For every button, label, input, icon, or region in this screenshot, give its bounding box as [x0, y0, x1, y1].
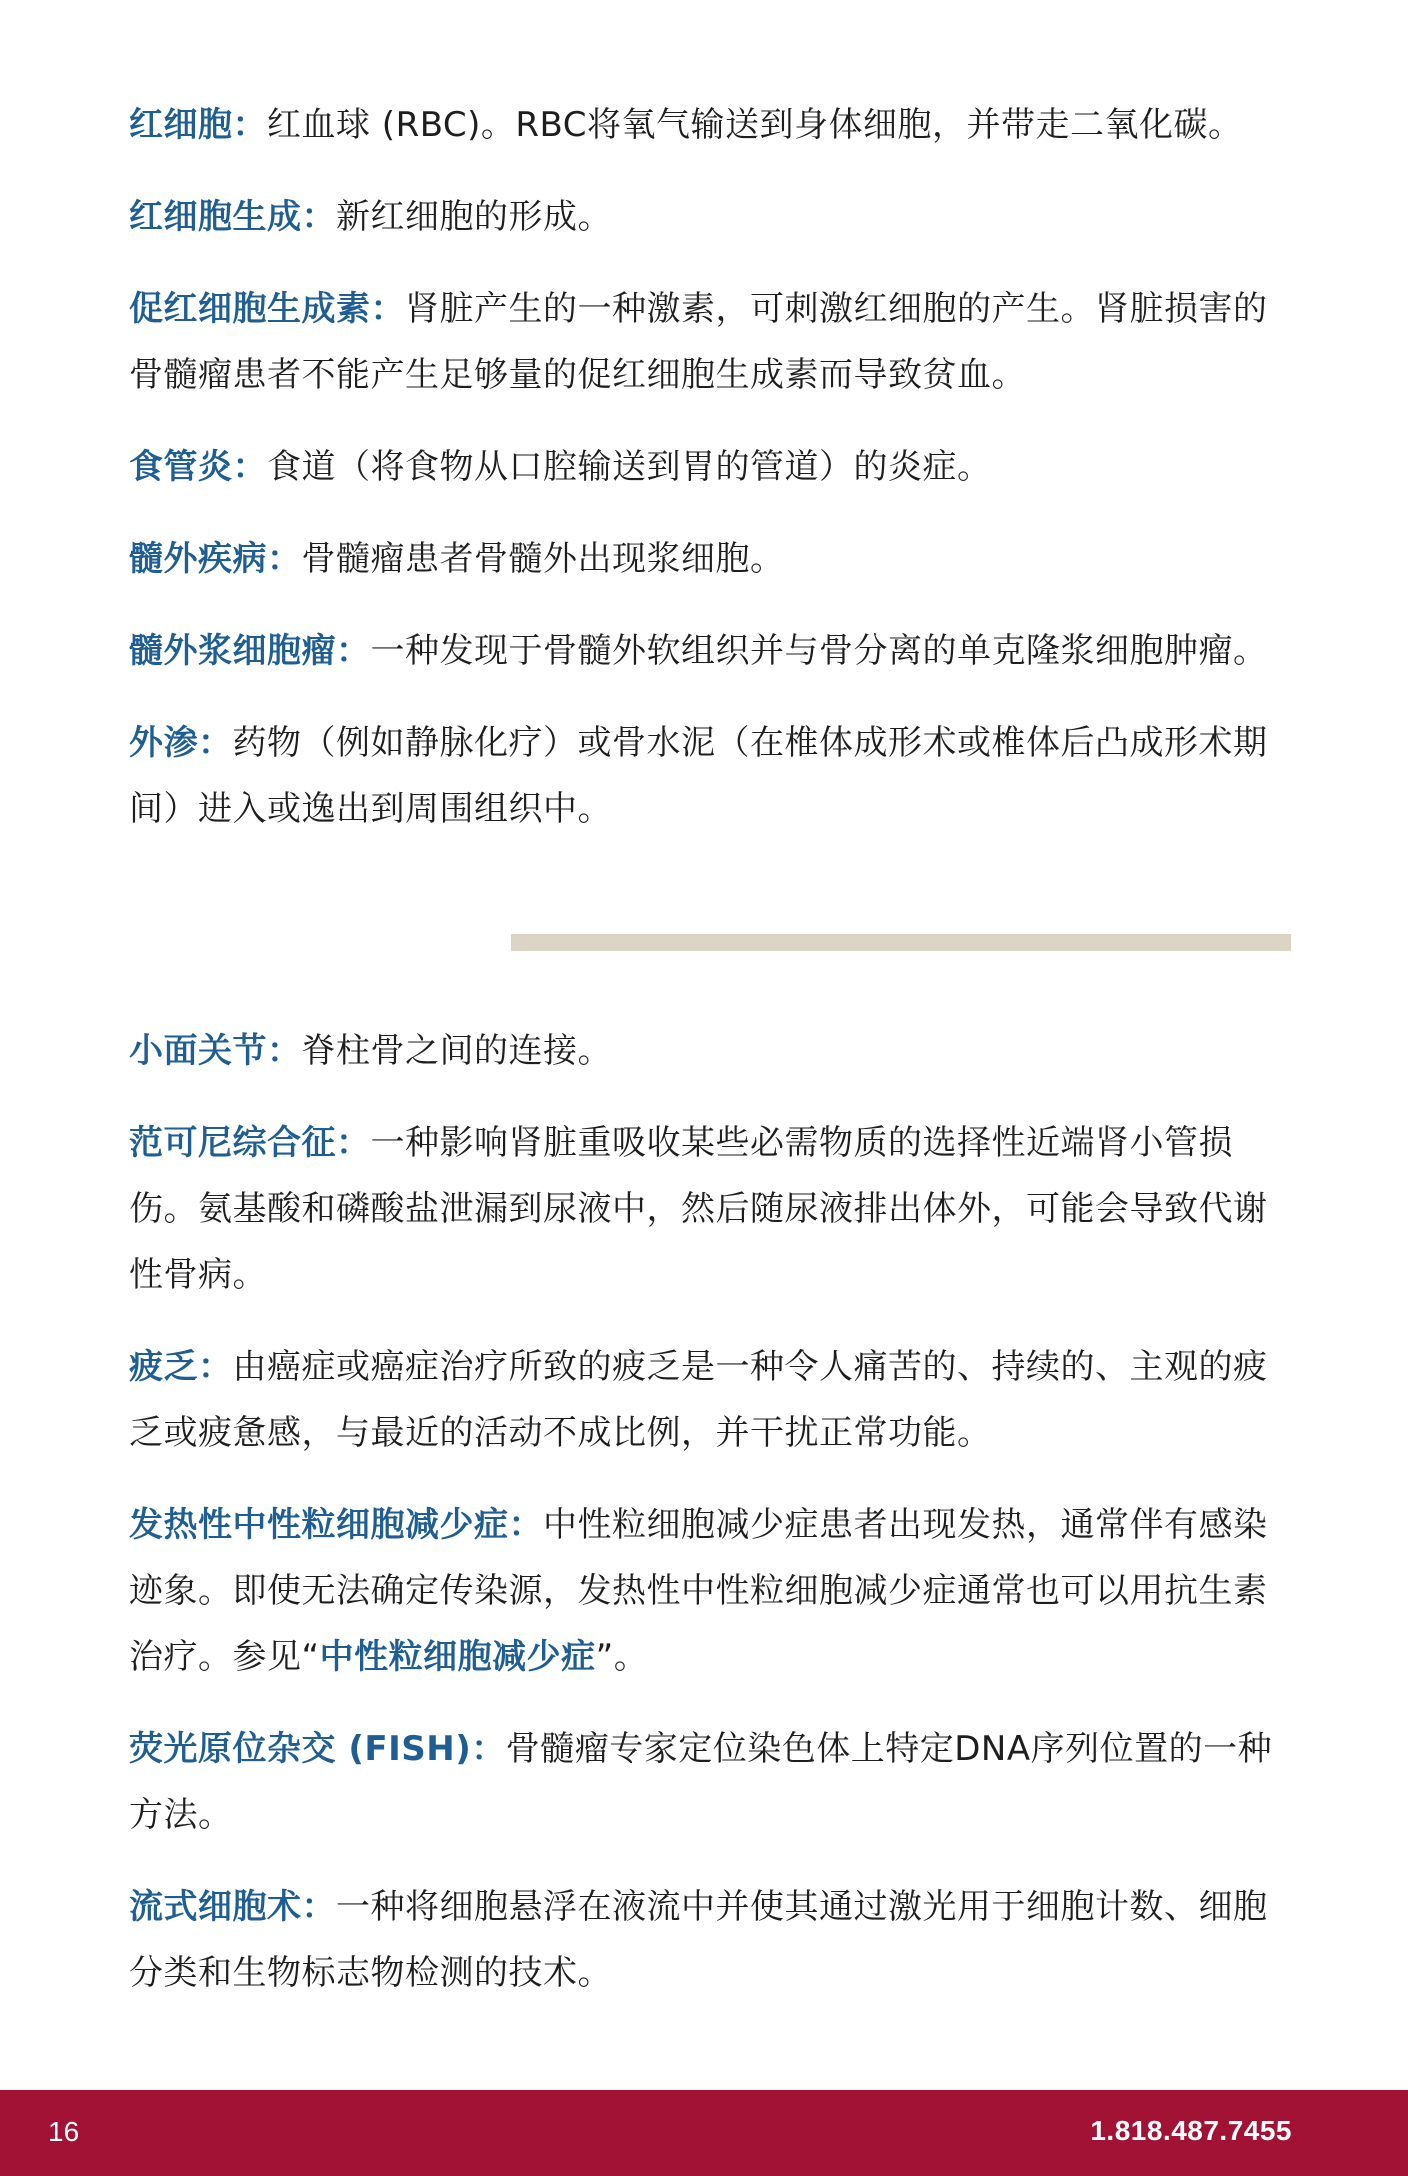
glossary-section-f — [129, 1018, 1291, 2006]
glossary-content — [129, 92, 1291, 2032]
glossary-term: 荧光原位杂交 (FISH)： — [129, 1729, 506, 1769]
glossary-entry — [129, 1874, 1291, 2006]
glossary-term: 疲乏： — [129, 1347, 233, 1387]
glossary-entry — [129, 526, 1291, 592]
glossary-entry — [129, 618, 1291, 684]
glossary-entry — [129, 92, 1291, 158]
glossary-definition: 由癌症或癌症治疗所致的疲乏是一种令人痛苦的、持续的、主观的疲乏或疲惫感，与最近的活动不成比例，并干扰正常功能。 — [129, 1347, 1268, 1453]
glossary-entry — [129, 1492, 1291, 1690]
glossary-definition: 一种影响肾脏重吸收某些必需物质的选择性近端肾小管损伤。氨基酸和磷酸盐泄漏到尿液中，然后随尿液排出体外，可能会导致代谢性骨病。 — [129, 1123, 1268, 1295]
page-number: 16 — [48, 2116, 80, 2147]
glossary-entry — [129, 1716, 1291, 1848]
glossary-definition-end: ”。 — [595, 1637, 649, 1677]
glossary-section-e — [129, 92, 1291, 842]
glossary-definition: 肾脏产生的一种激素，可刺激红细胞的产生。肾脏损害的骨髓瘤患者不能产生足够量的促红细胞生成素而导致贫血。 — [129, 289, 1268, 395]
page-footer — [0, 2090, 1408, 2176]
glossary-definition: 一种将细胞悬浮在液流中并使其通过激光用于细胞计数、细胞分类和生物标志物检测的技术。 — [129, 1887, 1268, 1993]
cross-reference-link[interactable]: 中性粒细胞减少症 — [319, 1637, 596, 1677]
glossary-term: 红细胞： — [129, 105, 267, 145]
glossary-definition: 药物（例如静脉化疗）或骨水泥（在椎体成形术或椎体后凸成形术期间）进入或逸出到周围组织中。 — [129, 723, 1268, 829]
glossary-term: 流式细胞术： — [129, 1887, 336, 1927]
glossary-term: 髓外浆细胞瘤： — [129, 631, 371, 671]
glossary-entry — [129, 276, 1291, 408]
glossary-entry — [129, 710, 1291, 842]
glossary-entry — [129, 1334, 1291, 1466]
glossary-entry — [129, 184, 1291, 250]
glossary-entry — [129, 1018, 1291, 1084]
glossary-term: 红细胞生成： — [129, 197, 336, 237]
glossary-entry — [129, 434, 1291, 500]
glossary-definition: 骨髓瘤患者骨髓外出现浆细胞。 — [301, 539, 785, 579]
glossary-definition: 中性粒细胞减少症患者出现发热，通常伴有感染迹象。即使无法确定传染源，发热性中性粒细胞减少症通常也可以用抗生素治疗。参见“ — [129, 1505, 1268, 1677]
glossary-definition: 新红细胞的形成。 — [336, 197, 612, 237]
glossary-term: 外渗： — [129, 723, 233, 763]
glossary-definition: 脊柱骨之间的连接。 — [301, 1031, 612, 1071]
phone-number: 1.818.487.7455 — [1090, 2115, 1292, 2146]
glossary-definition: 骨髓瘤专家定位染色体上特定DNA序列位置的一种方法。 — [129, 1729, 1273, 1835]
section-divider-row — [129, 868, 1291, 1018]
glossary-term: 范可尼综合征： — [129, 1123, 371, 1163]
glossary-definition: 食道（将食物从口腔输送到胃的管道）的炎症。 — [267, 447, 992, 487]
section-divider — [511, 934, 1291, 951]
glossary-definition: 一种发现于骨髓外软组织并与骨分离的单克隆浆细胞肿瘤。 — [370, 631, 1268, 671]
glossary-entry — [129, 1110, 1291, 1308]
glossary-definition: 红血球 (RBC)。RBC将氧气输送到身体细胞，并带走二氧化碳。 — [267, 105, 1243, 145]
glossary-term: 食管炎： — [129, 447, 267, 487]
glossary-term: 发热性中性粒细胞减少症： — [129, 1505, 543, 1545]
glossary-term: 小面关节： — [129, 1031, 302, 1071]
glossary-term: 促红细胞生成素： — [129, 289, 405, 329]
glossary-term: 髓外疾病： — [129, 539, 302, 579]
